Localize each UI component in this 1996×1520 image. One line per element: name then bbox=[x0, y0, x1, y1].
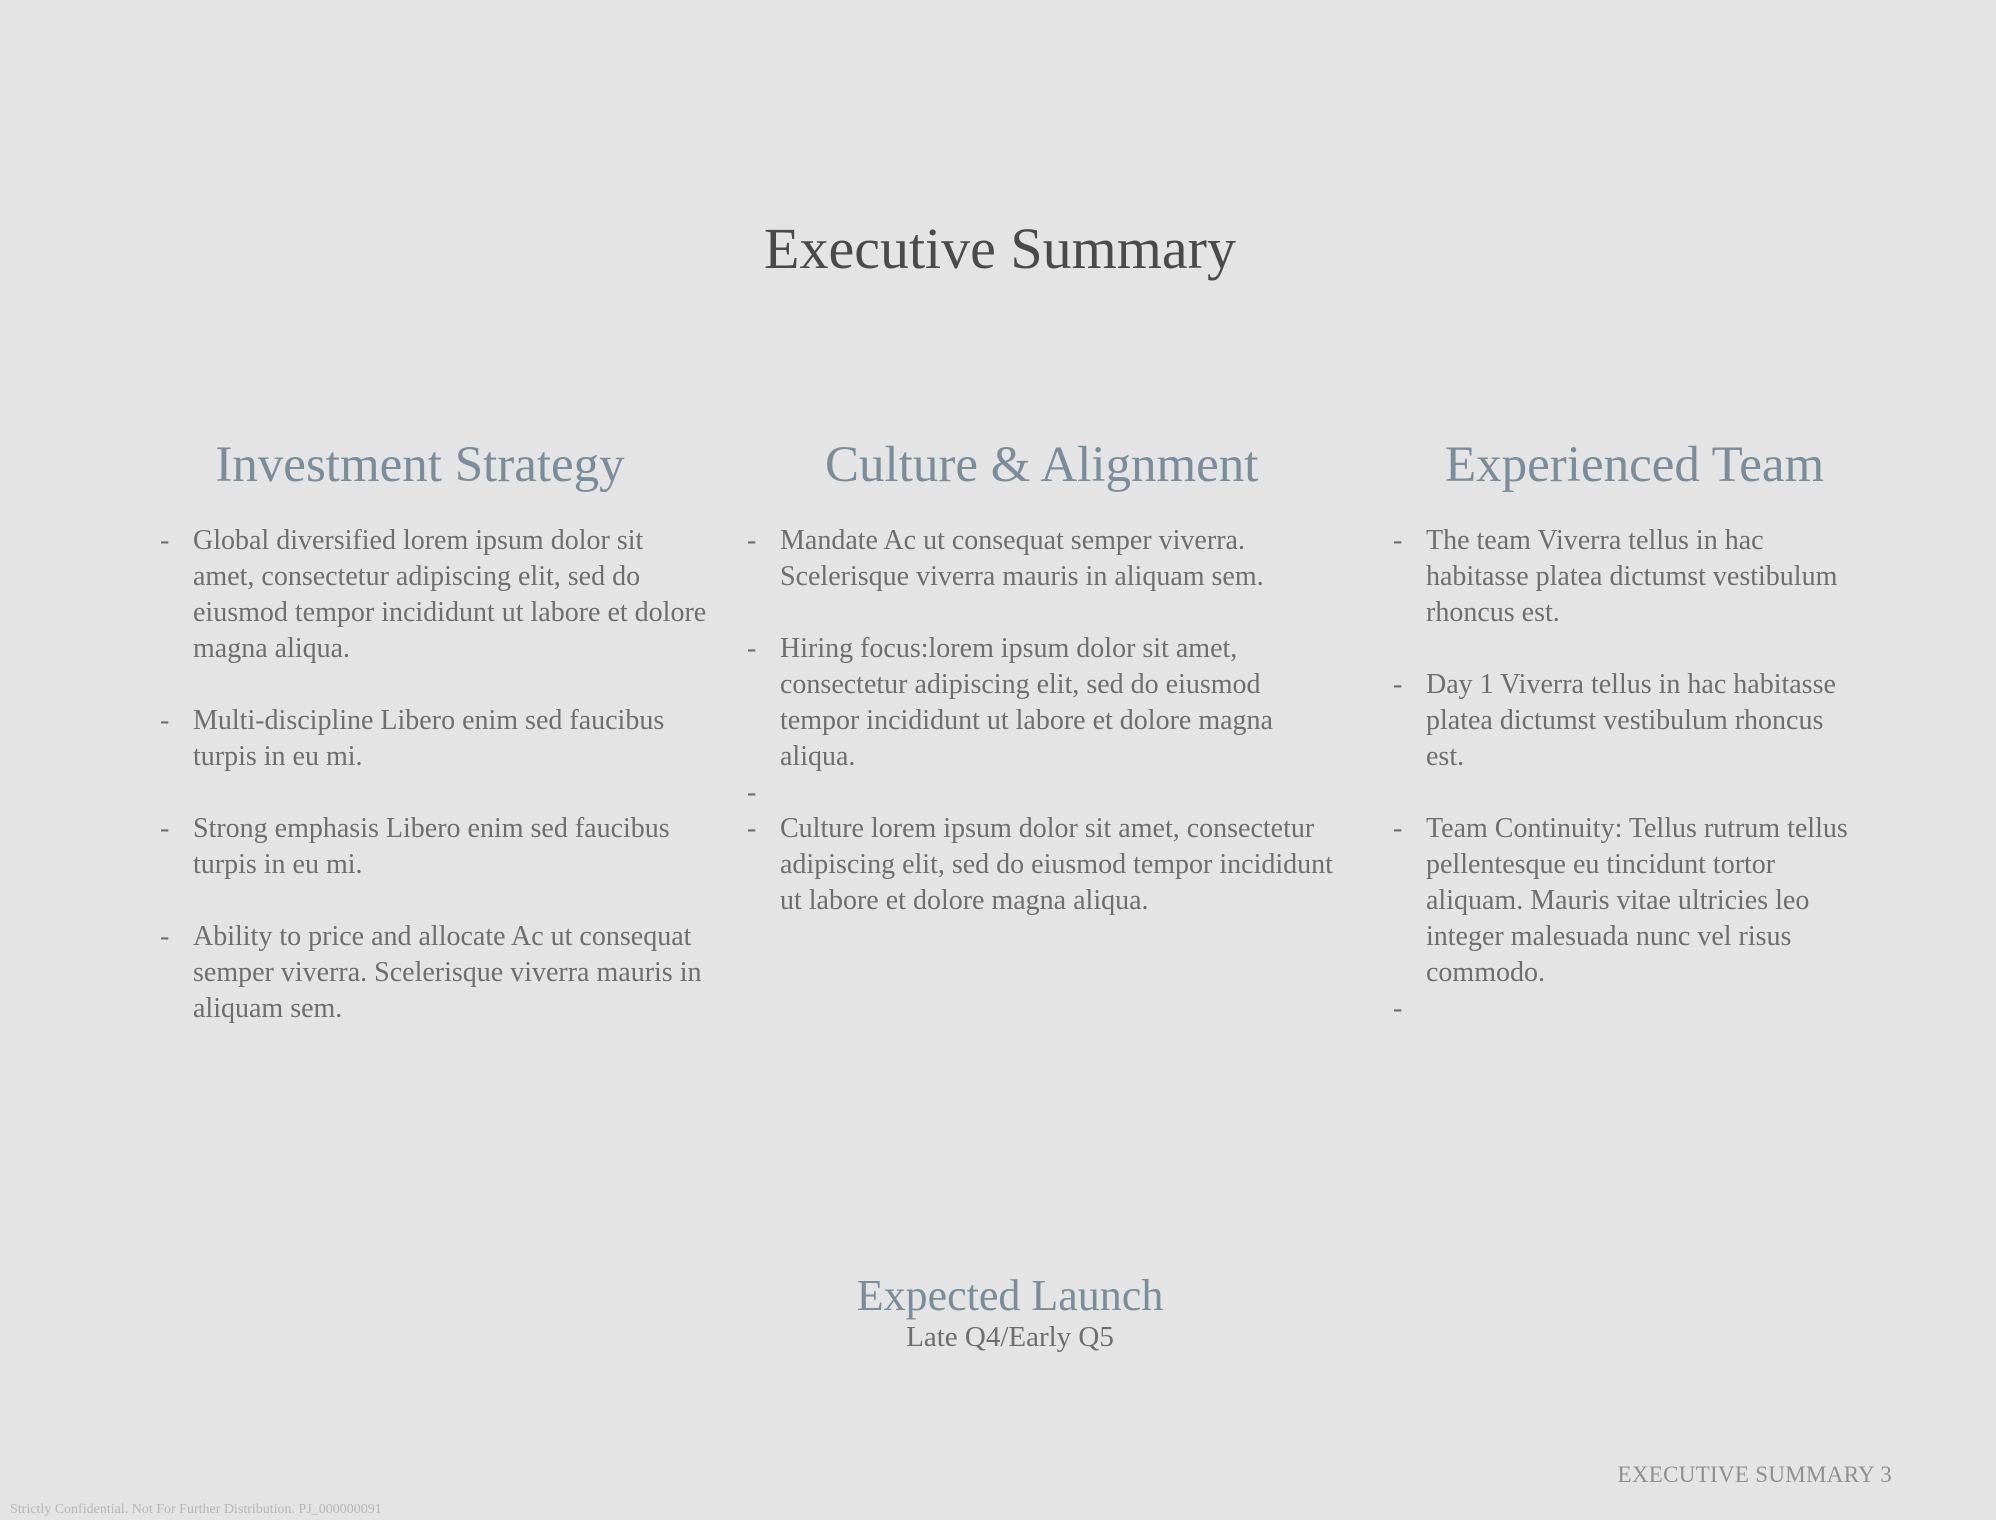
dash-bullet-icon: - bbox=[1393, 812, 1403, 844]
dash-bullet-icon: - bbox=[747, 632, 757, 664]
list-item: - Global diversified lorem ipsum dolor sit amet, consectetur adipiscing elit, sed do eiusmod tempor incididunt ut labore et dolore magna aliqua. bbox=[160, 524, 707, 664]
confidentiality-disclaimer: Strictly Confidential. Not For Further Distribution. PJ_000000091 bbox=[10, 1502, 382, 1517]
list-item: - Multi-discipline Libero enim sed faucibus turpis in eu mi. bbox=[160, 704, 665, 772]
expected-launch-title: Expected Launch bbox=[856, 1271, 1164, 1320]
dash-bullet-icon: - bbox=[160, 812, 170, 844]
experienced-team-column bbox=[1383, 436, 1863, 1027]
list-item: - Ability to price and allocate Ac ut consequat semper viverra. Scelerisque viverra mauris in aliquam sem. bbox=[160, 920, 702, 1024]
dash-bullet-icon: - bbox=[747, 776, 757, 808]
dash-bullet-icon: - bbox=[1393, 992, 1403, 1024]
list-item: - Team Continuity: Tellus rutrum tellus pellentesque eu tincidunt tortor aliquam. Mauris vitae ultricies leo integer malesuada nunc vel risus commodo. bbox=[1393, 812, 1848, 988]
expected-launch bbox=[0, 1272, 1996, 1355]
list-item: - Hiring focus:lorem ipsum dolor sit amet, consectetur adipiscing elit, sed do eiusmod tempor incididunt ut labore et dolore magna aliqua. bbox=[747, 632, 1273, 772]
dash-bullet-icon: - bbox=[160, 524, 170, 556]
dash-bullet-icon: - bbox=[1393, 668, 1403, 700]
page-title: Executive Summary bbox=[764, 216, 1236, 281]
expected-launch-value: Late Q4/Early Q5 bbox=[906, 1321, 1114, 1354]
empty-list-item bbox=[737, 775, 1337, 811]
list-item: - The team Viverra tellus in hac habitasse platea dictumst vestibulum rhoncus est. bbox=[1393, 524, 1838, 628]
culture-alignment-heading: Culture & Alignment bbox=[825, 437, 1259, 493]
dash-bullet-icon: - bbox=[160, 704, 170, 736]
dash-bullet-icon: - bbox=[747, 812, 757, 844]
culture-alignment-list bbox=[737, 523, 1337, 919]
dash-bullet-icon: - bbox=[160, 920, 170, 952]
culture-alignment-column bbox=[737, 436, 1337, 955]
dash-bullet-icon: - bbox=[747, 524, 757, 556]
investment-strategy-list bbox=[150, 523, 710, 1027]
list-item: - Strong emphasis Libero enim sed faucibus turpis in eu mi. bbox=[160, 812, 670, 880]
empty-list-item bbox=[1383, 991, 1863, 1027]
list-item: - Culture lorem ipsum dolor sit amet, consectetur adipiscing elit, sed do eiusmod tempor incididunt ut labore et dolore magna aliqua. bbox=[747, 812, 1333, 916]
list-item: - Day 1 Viverra tellus in hac habitasse platea dictumst vestibulum rhoncus est. bbox=[1393, 668, 1836, 772]
list-item: - Mandate Ac ut consequat semper viverra. Scelerisque viverra mauris in aliquam sem. bbox=[747, 524, 1264, 592]
dash-bullet-icon: - bbox=[1393, 524, 1403, 556]
investment-strategy-column bbox=[150, 436, 710, 1063]
experienced-team-list bbox=[1383, 523, 1863, 1027]
investment-strategy-heading: Investment Strategy bbox=[215, 437, 625, 493]
experienced-team-heading: Experienced Team bbox=[1445, 437, 1825, 493]
footer-section-label: EXECUTIVE SUMMARY 3 bbox=[1617, 1462, 1892, 1487]
